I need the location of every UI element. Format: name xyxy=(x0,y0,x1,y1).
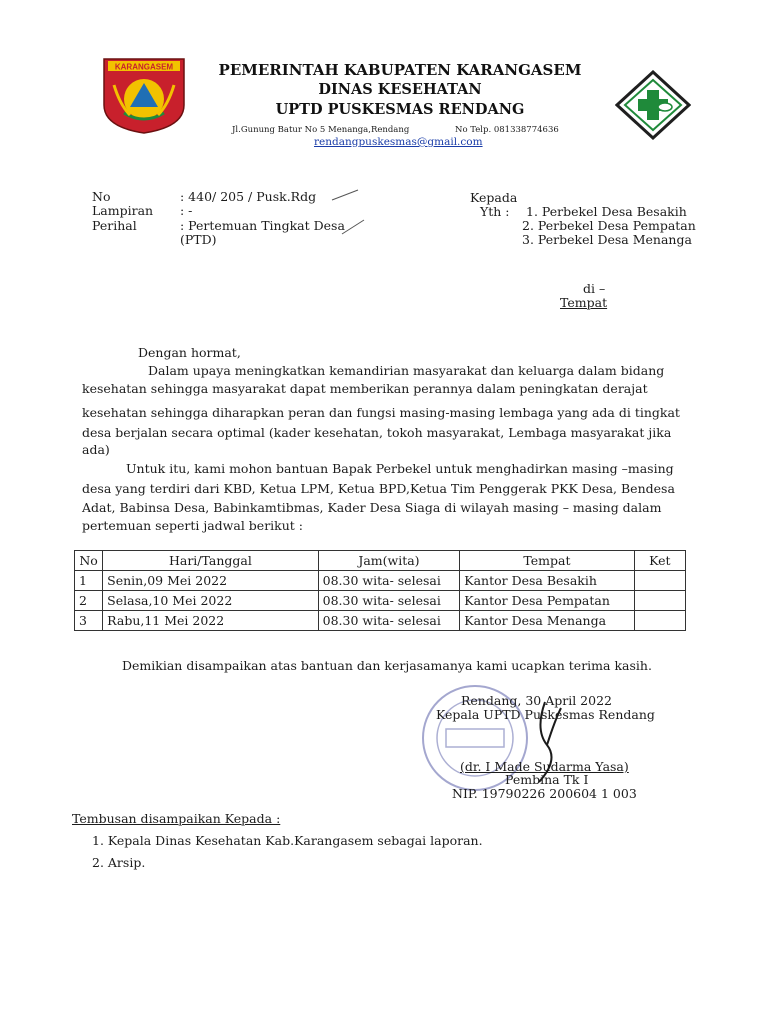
paragraph-2-line-2: desa yang terdiri dari KBD, Ketua LPM, Ketua BPD,Ketua Tim Penggerak PKK Desa, Bendesa xyxy=(82,481,675,496)
table-cell: Senin,09 Mei 2022 xyxy=(103,571,318,591)
header-address: Jl.Gunung Batur No 5 Menanga,Rendang xyxy=(232,125,410,135)
table-header-cell: No xyxy=(75,551,103,571)
table-header-cell: Jam(wita) xyxy=(318,551,460,571)
greeting: Dengan hormat, xyxy=(138,345,241,360)
paragraph-1-line-1: Dalam upaya meningkatkan kemandirian masyarakat dan keluarga dalam bidang xyxy=(148,363,665,378)
crest-label: KARANGASEM xyxy=(114,62,174,72)
signature-title: Kepala UPTD Puskesmas Rendang xyxy=(436,707,655,722)
table-cell: 1 xyxy=(75,571,103,591)
meta-perihal-value-2: (PTD) xyxy=(180,232,217,247)
signature-nip: NIP. 19790226 200604 1 003 xyxy=(452,786,637,801)
table-cell: 08.30 wita- selesai xyxy=(318,611,460,631)
header-phone: No Telp. 081338774636 xyxy=(455,125,559,135)
paragraph-1-line-5: ada) xyxy=(82,442,110,457)
meta-lampiran-label: Lampiran xyxy=(92,203,154,218)
table-cell xyxy=(634,611,685,631)
table-row xyxy=(75,571,686,591)
recipient-di: di – xyxy=(583,281,606,296)
table-cell: 3 xyxy=(75,611,103,631)
table-cell: Kantor Desa Pempatan xyxy=(460,591,634,611)
table-header-cell: Hari/Tanggal xyxy=(103,551,318,571)
tembusan-heading: Tembusan disampaikan Kepada : xyxy=(72,811,281,826)
signature-rank: Pembina Tk I xyxy=(505,772,589,787)
paragraph-2-line-1: Untuk itu, kami mohon bantuan Bapak Perbekel untuk menghadirkan masing –masing xyxy=(126,461,674,476)
tembusan-item: 2. Arsip. xyxy=(92,855,146,870)
closing-sentence: Demikian disampaikan atas bantuan dan kerjasamanya kami ucapkan terima kasih. xyxy=(122,658,652,673)
paragraph-2-line-3: Adat, Babinsa Desa, Babinkamtibmas, Kader Desa Siaga di wilayah masing – masing dalam xyxy=(82,500,662,515)
table-cell: 2 xyxy=(75,591,103,611)
table-cell: Kantor Desa Menanga xyxy=(460,611,634,631)
tembusan-item: 1. Kepala Dinas Kesehatan Kab.Karangasem sebagai laporan. xyxy=(92,833,483,848)
karangasem-crest-logo xyxy=(100,55,188,135)
table-cell: 08.30 wita- selesai xyxy=(318,571,460,591)
paragraph-1-line-3: kesehatan sehingga diharapkan peran dan fungsi masing-masing lembaga yang ada di tingkat xyxy=(82,405,680,420)
table-cell xyxy=(634,591,685,611)
meta-no-value: : 440/ 205 / Pusk.Rdg xyxy=(180,189,317,204)
table-cell: Kantor Desa Besakih xyxy=(460,571,634,591)
meta-lampiran-value: : - xyxy=(180,203,193,218)
check-mark-decoration xyxy=(330,188,360,202)
table-cell: 08.30 wita- selesai xyxy=(318,591,460,611)
puskesmas-logo xyxy=(615,70,691,140)
table-header-row xyxy=(75,551,686,571)
table-cell: Selasa,10 Mei 2022 xyxy=(103,591,318,611)
recipient-item-2: 2. Perbekel Desa Pempatan xyxy=(522,218,696,233)
paragraph-1-line-4: desa berjalan secara optimal (kader kesehatan, tokoh masyarakat, Lembaga masyarakat jika xyxy=(82,425,672,440)
header-line-1: PEMERINTAH KABUPATEN KARANGASEM xyxy=(218,61,582,79)
header-line-2: DINAS KESEHATAN xyxy=(318,81,482,98)
meta-no-label: No xyxy=(92,189,111,204)
header-email[interactable]: rendangpuskesmas@gmail.com xyxy=(314,136,483,148)
header-line-3: UPTD PUSKESMAS RENDANG xyxy=(275,101,525,118)
paragraph-1-line-2: kesehatan sehingga masyarakat dapat memberikan perannya dalam peningkatan derajat xyxy=(82,381,648,396)
meta-perihal-label: Perihal xyxy=(92,218,137,233)
recipient-yth: Yth : xyxy=(480,204,510,219)
recipient-item-3: 3. Perbekel Desa Menanga xyxy=(522,232,692,247)
recipient-item-1: 1. Perbekel Desa Besakih xyxy=(526,204,687,219)
table-header-cell: Tempat xyxy=(460,551,634,571)
check-mark-decoration xyxy=(340,218,366,236)
table-header-cell: Ket xyxy=(634,551,685,571)
table-row xyxy=(75,611,686,631)
meta-perihal-value: : Pertemuan Tingkat Desa xyxy=(180,218,345,233)
table-cell xyxy=(634,571,685,591)
paragraph-2-line-4: pertemuan seperti jadwal berikut : xyxy=(82,518,304,533)
recipient-tempat: Tempat xyxy=(560,295,608,310)
signature-place-date: Rendang, 30 April 2022 xyxy=(461,693,612,708)
table-row xyxy=(75,591,686,611)
table-cell: Rabu,11 Mei 2022 xyxy=(103,611,318,631)
recipient-kepada: Kepada xyxy=(470,190,518,205)
schedule-table xyxy=(74,550,686,631)
signature-name: (dr. I Made Sudarma Yasa) xyxy=(460,759,629,774)
